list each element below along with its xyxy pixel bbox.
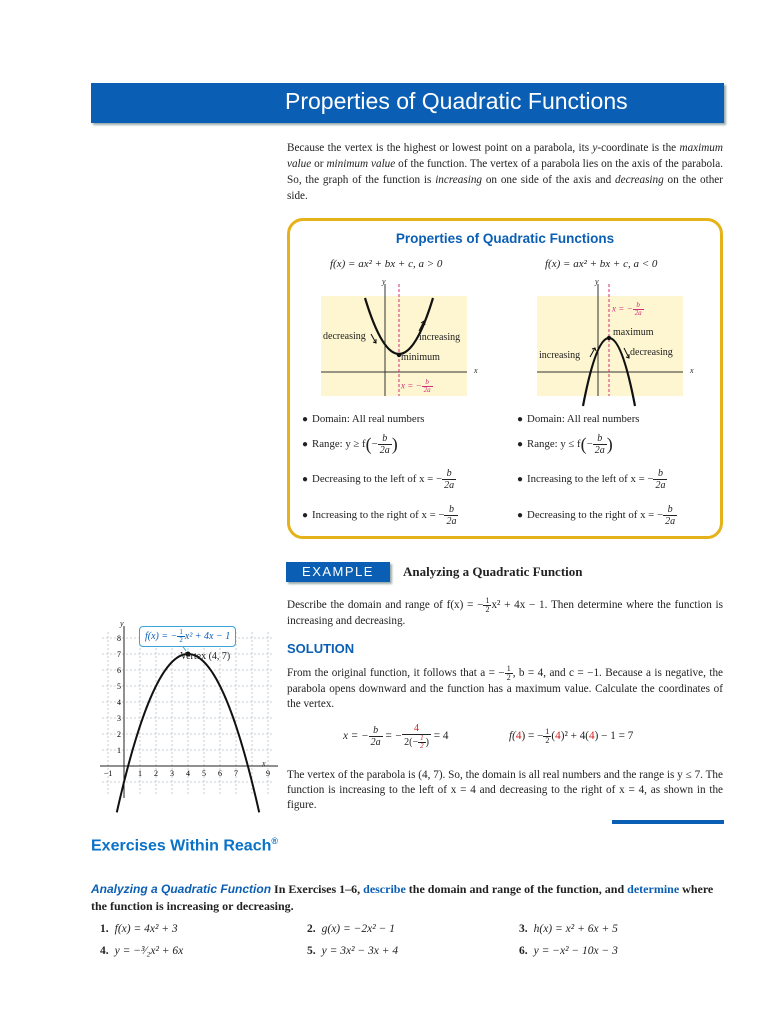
exercise-1: 1. f(x) = 4x² + 3 — [100, 923, 178, 935]
properties-box — [287, 218, 723, 539]
graph-opens-down — [537, 277, 694, 396]
graph-opens-up — [321, 277, 478, 396]
example-graph — [100, 619, 270, 815]
x-label: x — [690, 366, 694, 375]
y-tick-label: 1 — [117, 746, 121, 755]
exercise-4: 4. y = −³⁄₂x² + 6x — [100, 945, 184, 957]
y-label: y — [382, 277, 386, 286]
y-label: y — [595, 277, 599, 286]
x-tick-label: 1 — [138, 769, 142, 778]
x-tick-label: 6 — [218, 769, 222, 778]
vertex-y-calculation: f(4) = − $\frac{1}{2}$ (4)² + 4(4) − 1 = 7 — [509, 727, 634, 745]
left-bullet-increasing: ● Increasing to the right of x = − $\frac{b}{2a}$ — [302, 504, 457, 527]
y-tick-label: 2 — [117, 730, 121, 739]
title-banner — [91, 83, 724, 123]
vertex-conclusion: The vertex of the parabola is (4, 7). So, the domain is all real numbers and the range is y ≤ 7. The function is increasing to the left of x = 4 and decreasing to the right of x = 4, as shown in the figure. — [287, 769, 723, 811]
solution-heading: SOLUTION — [287, 641, 355, 656]
y-tick-label: 5 — [117, 682, 121, 691]
function-label: f(x) = − $\frac{1}{2}$ x² + 4x − 1 — [139, 626, 236, 647]
exercise-5: 5. y = 3x² − 3x + 4 — [307, 945, 399, 957]
left-range: ● Range: y ≥ f(− $\frac{b}{2a}$ ) — [302, 433, 398, 456]
page-title: Properties of Quadratic Functions — [285, 88, 628, 114]
label-decreasing: decreasing — [323, 331, 366, 342]
vertex-label: Vertex (4, 7) — [180, 651, 231, 662]
label-increasing: increasing — [539, 350, 581, 361]
vertex-x-calculation: x = − $\frac{b}{2a}$ = − 4 2(− $\frac{1}{2}$ ) = 4 — [343, 723, 449, 750]
label-minimum: minimum — [401, 352, 440, 363]
y-tick-label: 3 — [117, 714, 121, 723]
right-bullet-increasing: ● Increasing to the left of x = − $\frac{b}{2a}$ — [517, 468, 666, 491]
x-tick-label: −1 — [103, 769, 113, 778]
exercises-title: Exercises Within Reach® — [91, 836, 279, 855]
x-tick-label: 7 — [234, 769, 238, 778]
x-tick-label: 4 — [186, 769, 190, 778]
exercises-instructions: Analyzing a Quadratic Function In Exercises 1–6, describe the domain and range of the function, and determine where the function is increasing or decreasing. — [91, 882, 714, 913]
x-tick-label: 2 — [154, 769, 158, 778]
example-description: Describe the domain and range of f(x) = − $\frac{1}{2}$ x² + 4x − 1. Then determine where the function is increasing and decreasing. — [287, 596, 724, 627]
label-increasing: increasing — [419, 332, 461, 343]
right-bullet-decreasing: ● Decreasing to the right of x = − $\frac{b}{2a}$ — [517, 504, 676, 527]
right-range: ● Range: y ≤ f(− $\frac{b}{2a}$ ) — [517, 433, 613, 456]
left-domain: ● Domain: All real numbers — [302, 413, 425, 425]
right-function: f(x) = ax² + bx + c, a < 0 — [545, 258, 658, 270]
exercise-3: 3. h(x) = x² + 6x + 5 — [519, 923, 618, 935]
y-tick-label: 4 — [117, 698, 121, 707]
x-tick-label: 9 — [266, 769, 270, 778]
exercise-2: 2. g(x) = −2x² − 1 — [307, 923, 395, 935]
label-axis: x = − $\frac{b}{2a}$ — [401, 378, 431, 394]
left-bullet-decreasing: ● Decreasing to the left of x = − $\frac{b}{2a}$ — [302, 468, 455, 491]
y-tick-label: 6 — [117, 666, 121, 675]
example-title: Analyzing a Quadratic Function — [403, 564, 583, 579]
right-domain: ● Domain: All real numbers — [517, 413, 640, 425]
x-label: x — [474, 366, 478, 375]
x-tick-label: 5 — [202, 769, 206, 778]
example-tag: EXAMPLE — [286, 562, 390, 582]
y-tick-label: 8 — [117, 634, 121, 643]
exercise-6: 6. y = −x² − 10x − 3 — [519, 945, 618, 957]
intro-paragraph: Because the vertex is the highest or lowest point on a parabola, its y-coordinate is the maximum value or minimum value of the function. The vertex of a parabola lies on the axis of the parabola. So, the graph of the function is increasing on one side of the axis and decreasing on the other side. — [287, 142, 724, 202]
label-maximum: maximum — [613, 327, 654, 338]
label-axis: x = − $\frac{b}{2a}$ — [612, 301, 642, 317]
y-tick-label: 7 — [117, 650, 121, 659]
x-label: x — [262, 759, 266, 768]
box-title: Properties of Quadratic Functions — [395, 231, 615, 246]
left-function: f(x) = ax² + bx + c, a > 0 — [330, 258, 443, 270]
x-tick-label: 3 — [170, 769, 174, 778]
solution-text: From the original function, it follows that a = − $\frac{1}{2}$ , b = 4, and c = −1. Because a is negative, the parabola opens downward and the function has a maximum value. Calculate the coordinates of the vertex. — [287, 664, 723, 710]
y-label: y — [120, 619, 124, 628]
section-rule — [612, 820, 724, 824]
vertex-point — [607, 336, 611, 340]
label-decreasing: decreasing — [630, 347, 673, 358]
